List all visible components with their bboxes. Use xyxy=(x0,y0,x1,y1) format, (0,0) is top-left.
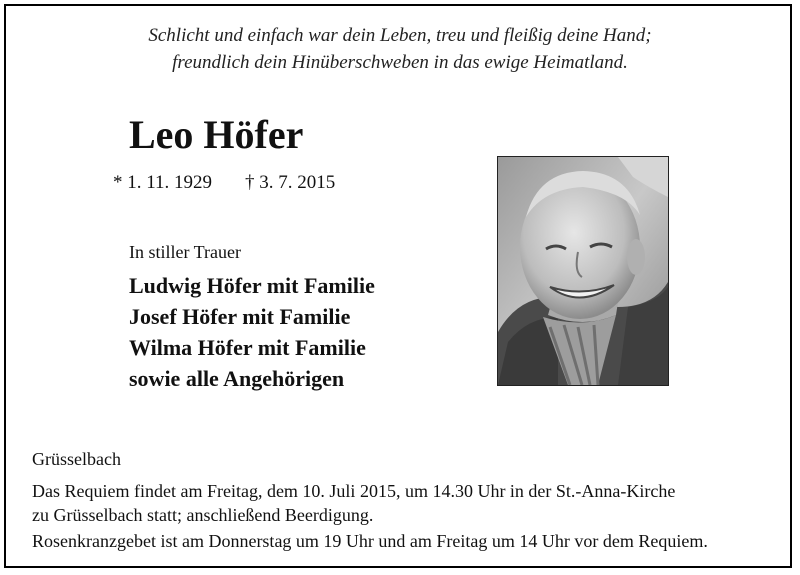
verse-line-2: freundlich dein Hinüberschweben in das ewige Heimatland. xyxy=(172,52,628,73)
portrait-photo xyxy=(497,156,669,386)
birth-date: * 1. 11. 1929 xyxy=(113,172,213,193)
family-member: Ludwig Höfer mit Familie xyxy=(129,273,375,298)
family-list xyxy=(129,270,375,394)
place-name: Grüsselbach xyxy=(32,449,121,469)
family-member: Wilma Höfer mit Familie xyxy=(129,335,366,360)
mourning-intro: In stiller Trauer xyxy=(129,242,241,262)
family-member: sowie alle Angehörigen xyxy=(129,366,345,391)
rosary-info-line: Rosenkranzgebet ist am Donnerstag um 19 Uhr und am Freitag um 14 Uhr vor dem Requiem. xyxy=(32,531,708,551)
requiem-info-line-1: Das Requiem findet am Freitag, dem 10. Juli 2015, um 14.30 Uhr in der St.-Anna-Kirche xyxy=(32,481,676,501)
deceased-name: Leo Höfer xyxy=(129,112,304,157)
verse-line-1: Schlicht und einfach war dein Leben, treu und fleißig deine Hand; xyxy=(148,25,652,46)
family-member: Josef Höfer mit Familie xyxy=(129,304,351,329)
requiem-info-line-2: zu Grüsselbach statt; anschließend Beerdigung. xyxy=(32,505,374,525)
death-date: † 3. 7. 2015 xyxy=(245,172,336,193)
